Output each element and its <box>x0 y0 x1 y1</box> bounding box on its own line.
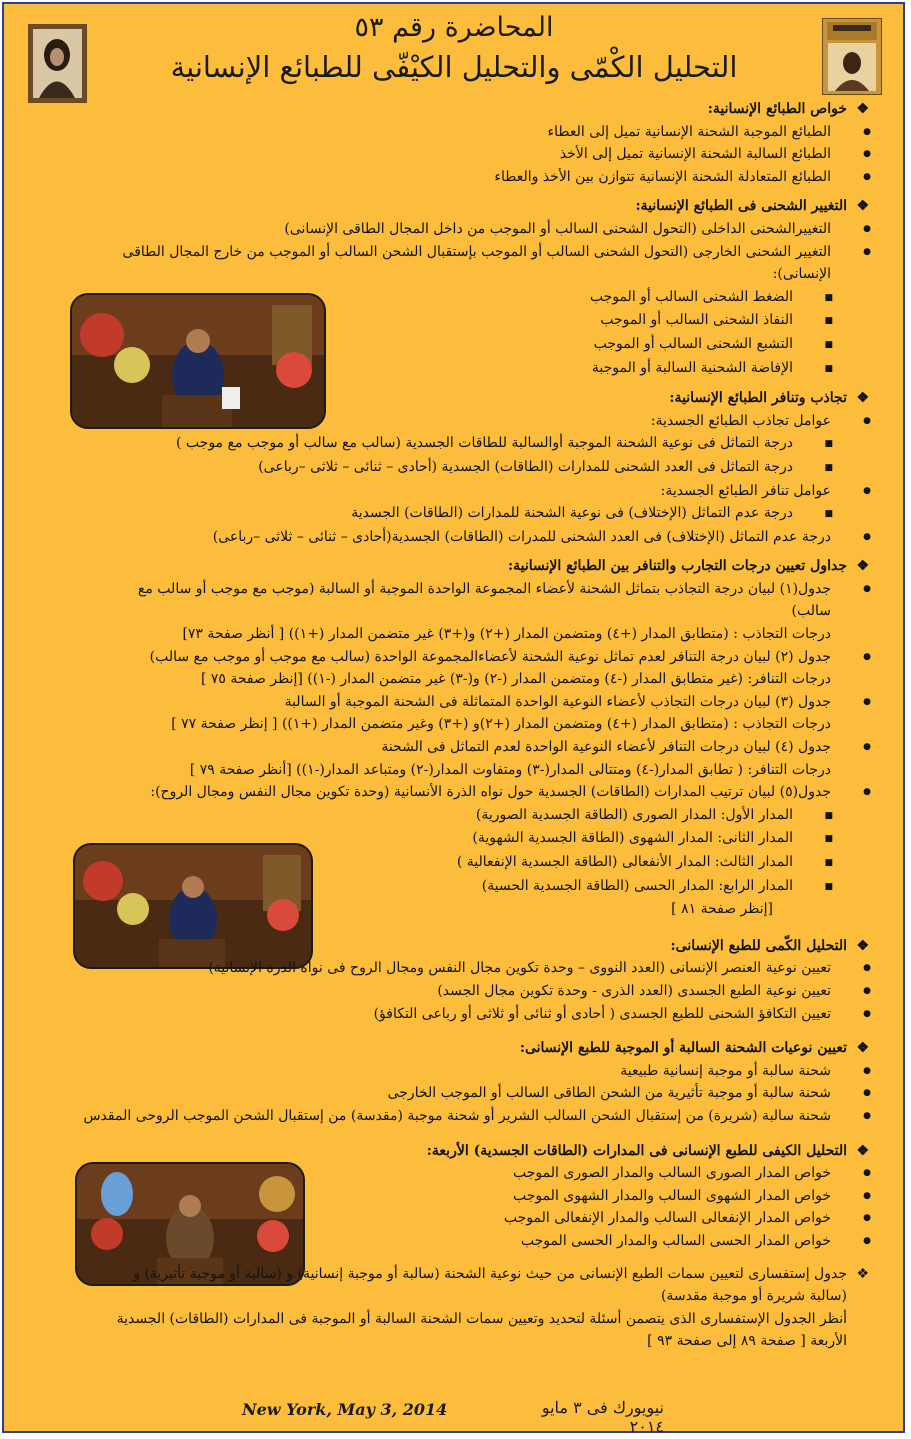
list-item: ● خواص المدار الصورى السالب والمدار الصورى الموجب <box>14 1162 869 1185</box>
questionnaire-reference-continuation: الأربعة [ صفحة ٨٩ إلى صفحة ٩٣ ] <box>647 1333 847 1350</box>
list-item-detail: درجات التجاذب : (متطابق المدار (+٤) ومتضمن المدار (+٢)و (+٣) وغير متضمن المدار (+١)) [ إنظر صفحة ٧٧ ] <box>171 716 831 733</box>
section-heading: ❖ التحليل الكّمى للطبع الإنسانى: <box>14 935 869 958</box>
list-item: ● شحنة سالبة (شريرة) من إستقبال الشحن السالب الشرير أو شحنة موجبة (مقدسة) من إستقبال الشحن الموجب الروحى المقدس <box>14 1105 869 1128</box>
sub-list-item: ■ النفاذ الشحنى السالب أو الموجب <box>14 309 869 333</box>
list-item: ● تعيين التكافؤ الشحنى للطبع الجسدى ( أحادى أو ثنائى أو ثلاثى أو رباعى التكافؤ) <box>14 1003 869 1026</box>
list-item: ● عوامل تجاذب الطبائع الجسدية: <box>14 410 869 433</box>
list-item-continuation: سالب) <box>791 603 831 620</box>
list-item: ● جدول (٣) لبيان درجات التجاذب لأعضاء النوعية الواحدة المتماثلة فى الشحنة الموجبة أو السالبة <box>14 691 869 714</box>
section-heading: ❖ جداول تعيين درجات التجارب والتنافر بين الطبائع الإنسانية: <box>14 555 869 578</box>
list-item: ● جدول (٢) لبيان درجة التنافر لعدم تماثل نوعية الشحنة لأعضاءالمجموعة الواحدة (سالب مع موجب أو موجب مع سالب) <box>14 646 869 669</box>
footer-date-arabic: نيويورك فى ٣ مايو ٢٠١٤ <box>541 1398 664 1436</box>
sub-list-item: ■ المدار الثانى: المدار الشهوى (الطاقة الجسدية الشهوية) <box>14 827 869 851</box>
lecture-main-title: التحليل الكْمّى والتحليل الكيْفّى للطبائع الإنسانية <box>170 50 738 84</box>
section-heading: ❖ التغيير الشحنى فى الطبائع الإنسانية: <box>14 195 869 218</box>
list-item: ● شحنة سالبة أو موجبة إنسانية طبيعية <box>14 1060 869 1083</box>
page-reference: [إنظر صفحة ٨١ ] <box>671 901 773 918</box>
list-item: ● التغيير الشحنى الخارجى (التحول الشحنى السالب أو الموجب بإستقبال الشحن السالب أو الموجب من خارج المجال الطاقى <box>14 241 869 264</box>
list-item: ● شحنة سالبة أو موجبة تأثيرية من الشحن الطاقى السالب أو الموجب الخارجى <box>14 1082 869 1105</box>
lecture-content <box>14 98 869 1353</box>
list-item: ● الطبائع المتعادلة الشحنة الإنسانية تتوازن بين الأخذ والعطاء <box>14 166 869 189</box>
sub-list-item: ■ درجة التماثل فى نوعية الشحنة الموجبة أوالسالبة للطاقات الجسدية (سالب مع سالب أو موجب مع موجب ) <box>14 432 869 456</box>
lecture-number-title: المحاضرة رقم ٥٣ <box>354 12 554 43</box>
sub-list-item: ■ الإفاضة الشحنية السالبة أو الموجبة <box>14 357 869 381</box>
list-item-continuation: الإنسانى): <box>772 266 831 283</box>
list-item: ● تعيين نوعية الطبع الجسدى (العدد الذرى - وحدة تكوين مجال الجسد) <box>14 980 869 1003</box>
list-item: ● درجة عدم التماثل (الإختلاف) فى العدد الشحنى للمدرات (الطاقات) الجسدية(أحادى – ثنائى – ثلاثى –رباعى) <box>14 526 869 549</box>
list-item: ● جدول(١) لبيان درجة التجاذب بتماثل الشحنة لأعضاء المجموعة الواحدة الموجبة أو السالبة (موجب مع موجب أو سالب مع <box>14 578 869 601</box>
section-heading: ❖ خواص الطبائع الإنسانية: <box>14 98 869 121</box>
list-item: ● جدول (٤) لبيان درجات التنافر لأعضاء النوعية الواحدة لعدم التماثل فى الشحنة <box>14 736 869 759</box>
section-heading: ❖ تعيين نوعيات الشحنة السالبة أو الموجبة للطبع الإنسانى: <box>14 1037 869 1060</box>
sub-list-item: ■ التشبع الشحنى السالب أو الموجب <box>14 333 869 357</box>
saint-icon-right <box>822 18 882 95</box>
list-item: ● عوامل تنافر الطبائع الجسدية: <box>14 480 869 503</box>
list-item: ● الطبائع الموجبة الشحنة الإنسانية تميل إلى العطاء <box>14 121 869 144</box>
list-item: ● خواص المدار الإنفعالى السالب والمدار الإنفعالى الموجب <box>14 1207 869 1230</box>
sub-list-item: ■ المدار الأول: المدار الصورى (الطاقة الجسدية الصورية) <box>14 804 869 828</box>
list-item: ● خواص المدار الحسى السالب والمدار الحسى الموجب <box>14 1230 869 1253</box>
sub-list-item: ■ درجة عدم التماثل (الإختلاف) فى نوعية الشحنة للمدارات (الطاقات) الجسدية <box>14 502 869 526</box>
sub-list-item: ■ المدار الرابع: المدار الحسى (الطاقة الجسدية الحسية) <box>14 875 869 899</box>
questionnaire-note-continuation: (سالبة شريرة أو موجبة مقدسة) <box>660 1288 847 1305</box>
list-item: ● تعيين نوعية العنصر الإنسانى (العدد النووى – وحدة تكوين مجال النفس ومجال الروح فى نواة الذرة الإنسانية) <box>14 957 869 980</box>
list-item-detail: درجات التنافر: (غير متطابق المدار (-٤) ومتضمن المدار (-٢) و(-٣) غير متضمن المدار (-١)) [إنظر صفحة ٧٥ ] <box>200 671 831 688</box>
list-item-detail: درجات التنافر: ( تطابق المدار(-٤) ومتتالى المدار(-٣) ومتفاوت المدار(-٢) ومتباعد المدار(-١)) [أنظر صفحة ٧٩ ] <box>189 761 831 778</box>
saint-portrait-left <box>28 24 87 103</box>
footer-date-english: New York, May 3, 2014 <box>242 1400 448 1419</box>
list-item: ● التغييرالشحنى الداخلى (التحول الشحنى السالب أو الموجب من داخل المجال الطاقى الإنسانى) <box>14 218 869 241</box>
list-item: ● الطبائع السالبة الشحنة الإنسانية تميل إلى الأخذ <box>14 143 869 166</box>
sub-list-item: ■ درجة التماثل فى العدد الشحنى للمدارات (الطاقات) الجسدية (أحادى – ثنائى – ثلاثى –رباعى) <box>14 456 869 480</box>
sub-list-item: ■ الضغط الشحنى السالب أو الموجب <box>14 286 869 310</box>
list-item-detail: درجات التجاذب : (متطابق المدار (+٤) ومتضمن المدار (+٢) و(+٣) غير متضمن المدار (+١)) [ أنظر صفحة ٧٣] <box>182 626 831 643</box>
questionnaire-reference: أنظر الجدول الإستفسارى الذى يتصمن أسئلة لتحديد وتعيين سمات الشحنة السالبة أو الموجبة فى المدارات (الطاقات) الجسدية <box>116 1310 847 1327</box>
section-heading: ❖ التحليل الكيفى للطبع الإنسانى فى المدارات (الطاقات الجسدية) الأربعة: <box>14 1140 869 1163</box>
list-item: ● جدول(٥) لبيان ترتيب المدارات (الطاقات) الجسدية حول نواه الذرة الأنسانية (وحدة تكوين مجال النفس ومجال الروح): <box>14 781 869 804</box>
section-heading: ❖ تجاذب وتنافر الطبائع الإنسانية: <box>14 387 869 410</box>
lecture-page <box>2 2 905 1436</box>
sub-list-item: ■ المدار الثالث: المدار الأنفعالى (الطاقة الجسدية الإنفعالية ) <box>14 851 869 875</box>
questionnaire-note: ❖ جدول إستفسارى لتعيين سمات الطبع الإنسانى من حيث نوعية الشحنة (سالبة أو موجبة إنسانية) و (سالبة أو موجبة تأثيرية) و <box>14 1263 869 1286</box>
list-item: ● خواص المدار الشهوى السالب والمدار الشهوى الموجب <box>14 1185 869 1208</box>
